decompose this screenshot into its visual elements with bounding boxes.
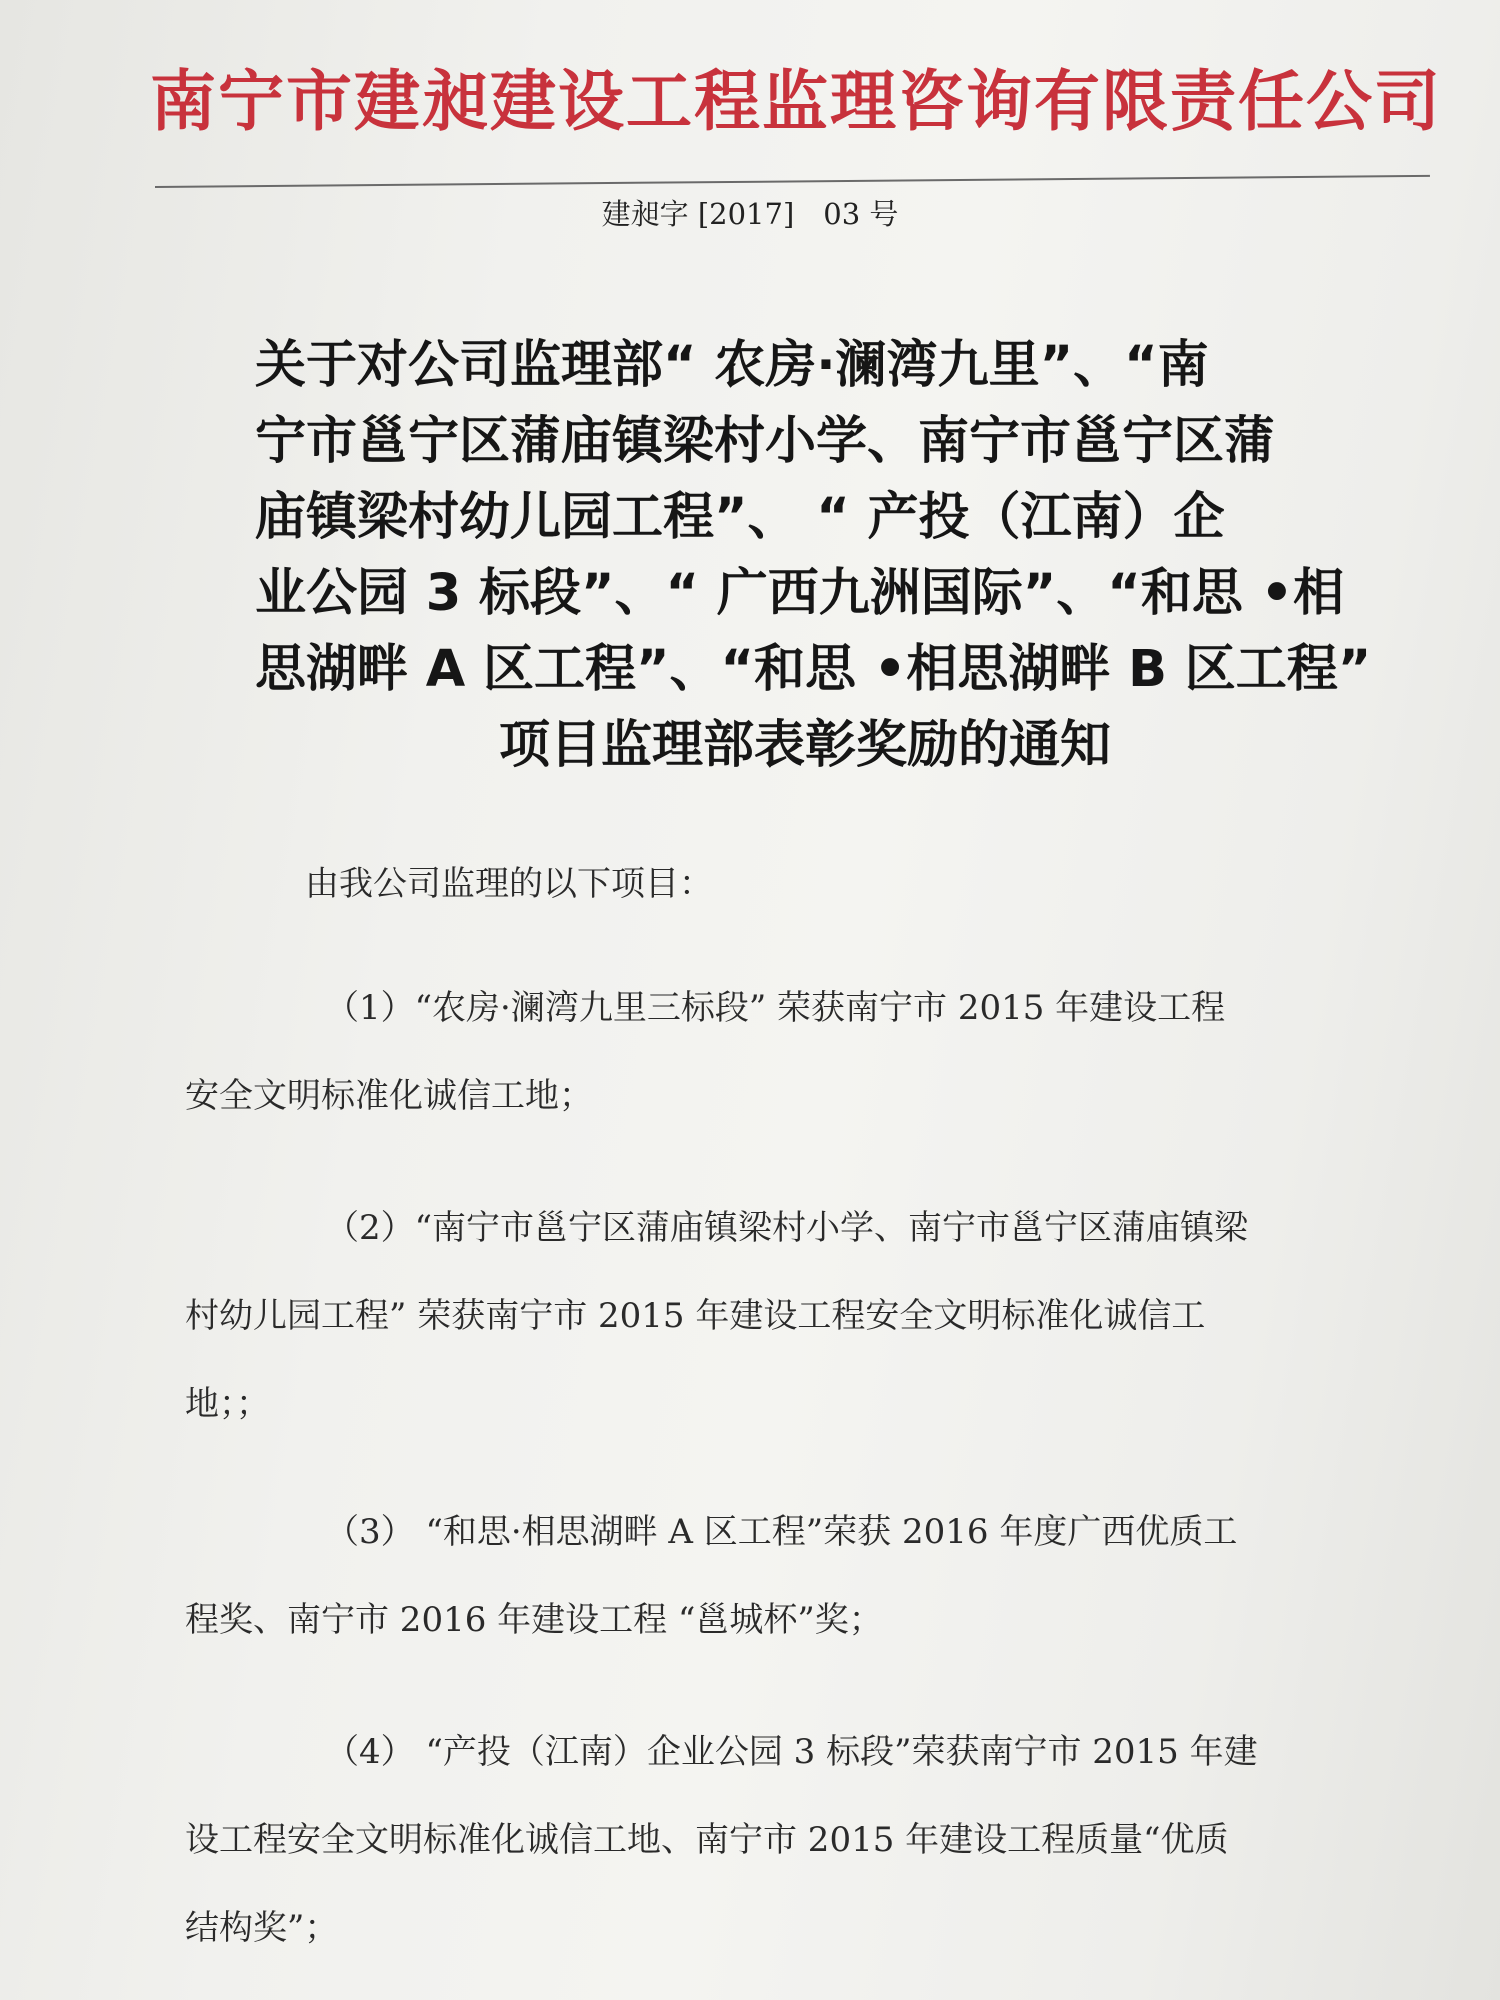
notice-title-line: 思湖畔 A 区工程”、“和思 •相思湖畔 B 区工程”: [255, 640, 1372, 699]
award-item-line: 设工程安全文明标准化诚信工地、南宁市 2015 年建设工程质量“优质: [185, 1820, 1229, 1860]
award-item-line: 村幼儿园工程” 荣获南宁市 2015 年建设工程安全文明标准化诚信工: [185, 1296, 1206, 1336]
notice-title: [255, 328, 1372, 784]
document-number: 建昶字 [2017] 03 号: [601, 197, 899, 231]
award-item-line: 地；；: [185, 1384, 270, 1424]
notice-title-line: 关于对公司监理部“ 农房·澜湾九里”、“南: [255, 336, 1209, 395]
award-item-3: [185, 1488, 1405, 1664]
notice-title-line: 业公园 3 标段”、“ 广西九洲国际”、“和思 •相: [255, 564, 1345, 623]
award-item-line: 安全文明标准化诚信工地；: [185, 1076, 593, 1116]
notice-title-line: 庙镇梁村幼儿园工程”、 “ 产投（江南）企: [255, 488, 1225, 547]
award-item-1: [185, 964, 1405, 1140]
notice-title-line: 项目监理部表彰奖励的通知: [498, 716, 1111, 775]
award-item-line: （2）“南宁市邕宁区蒲庙镇梁村小学、南宁市邕宁区蒲庙镇梁: [325, 1208, 1249, 1248]
letterhead-divider: [155, 175, 1430, 188]
award-item-line: （4） “产投（江南）企业公园 3 标段”荣获南宁市 2015 年建: [325, 1732, 1258, 1772]
award-item-line: 程奖、南宁市 2016 年建设工程 “邕城杯”奖；: [185, 1600, 883, 1640]
letterhead-company-name: 南宁市建昶建设工程监理咨询有限责任公司: [150, 62, 1442, 140]
notice-title-line: 宁市邕宁区蒲庙镇梁村小学、南宁市邕宁区蒲: [255, 412, 1276, 471]
notice-intro: 由我公司监理的以下项目：: [305, 864, 713, 904]
award-item-line: （1）“农房·澜湾九里三标段” 荣获南宁市 2015 年建设工程: [325, 988, 1226, 1028]
award-item-line: （3） “和思·相思湖畔 A 区工程”荣获 2016 年度广西优质工: [325, 1512, 1238, 1552]
award-item-line: 结构奖”；: [185, 1908, 339, 1948]
award-item-2: [185, 1184, 1405, 1448]
award-item-4: [185, 1708, 1405, 1972]
